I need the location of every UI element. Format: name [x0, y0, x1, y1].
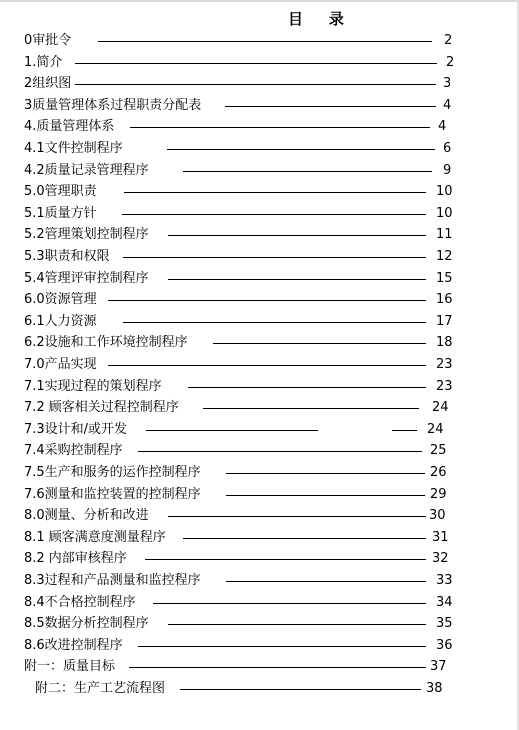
toc-leader-line [129, 667, 426, 668]
toc-entry-label: 5.2管理策划控制程序 [24, 227, 149, 243]
toc-leader-line [183, 538, 426, 539]
toc-entry-page-number: 26 [430, 465, 447, 480]
toc-entry [0, 570, 519, 592]
toc-leader-line [122, 214, 426, 215]
toc-entry-label: 7.3设计和/或开发 [24, 421, 128, 437]
toc-entry [0, 268, 519, 290]
toc-entry-label: 7.6测量和监控装置的控制程序 [24, 486, 201, 502]
toc-entry-page-number: 9 [443, 162, 452, 178]
toc-entry [0, 160, 519, 182]
toc-entry [0, 548, 519, 570]
toc-entry-page-number: 23 [436, 378, 453, 394]
toc-leader-line [108, 365, 426, 366]
toc-entry-page-number: 17 [436, 313, 453, 329]
toc-entry-page-number: 12 [436, 249, 453, 264]
toc-entry-page-number: 16 [436, 292, 453, 308]
toc-entry [0, 440, 519, 462]
toc-entry-label: 4.1文件控制程序 [24, 141, 123, 156]
toc-leader-line [203, 408, 419, 409]
toc-entry-label: 8.6改进控制程序 [24, 637, 123, 653]
toc-leader-line [167, 149, 435, 150]
toc-entry-page-number: 33 [436, 573, 453, 588]
toc-entry-label: 5.4管理评审控制程序 [24, 270, 149, 286]
toc-leader-line [153, 603, 426, 604]
toc-leader-line [146, 430, 318, 431]
toc-leader-line [188, 387, 426, 388]
toc-leader-line [392, 430, 417, 431]
toc-entry [0, 246, 519, 268]
toc-entry-label: 8.0测量、分析和改进 [24, 508, 149, 524]
toc-entry-page-number: 23 [436, 357, 453, 372]
toc-leader-line [226, 581, 426, 582]
toc-entry-label: 8.2 内部审核程序 [24, 551, 127, 567]
toc-entry [0, 224, 519, 246]
toc-entry-label: 8.1 顾客满意度测量程序 [24, 529, 166, 545]
toc-entry [0, 678, 519, 700]
toc-leader-line [168, 624, 426, 625]
toc-entry [0, 462, 519, 484]
toc-entry [0, 95, 519, 117]
toc-leader-line [213, 343, 426, 344]
toc-entry-page-number: 38 [426, 681, 443, 696]
toc-entry [0, 505, 519, 527]
toc-entry-label: 6.1人力资源 [24, 313, 97, 329]
toc-entry [0, 116, 519, 138]
toc-entry-label: 7.1实现过程的策划程序 [24, 378, 162, 394]
toc-entry-page-number: 34 [436, 594, 453, 610]
toc-entry-page-number: 2 [444, 33, 453, 48]
toc-entry-label: 7.2 顾客相关过程控制程序 [24, 400, 179, 416]
toc-entry [0, 527, 519, 549]
toc-leader-line [168, 235, 426, 236]
page-title: 目 录 [288, 10, 345, 28]
toc-entry-label: 8.4不合格控制程序 [24, 594, 136, 610]
toc-entry-page-number: 37 [430, 659, 447, 675]
toc-leader-line [75, 63, 437, 64]
toc-entry-page-number: 18 [436, 335, 453, 351]
toc-entry-page-number: 35 [436, 616, 453, 632]
toc-leader-line [123, 322, 426, 323]
toc-entry-page-number: 36 [436, 637, 453, 653]
toc-leader-line [183, 171, 432, 172]
toc-entry-page-number: 29 [430, 486, 447, 502]
toc-leader-line [124, 192, 426, 193]
toc-entry-page-number: 4 [443, 97, 452, 113]
toc-entry-page-number: 10 [436, 184, 453, 200]
page-top-border [0, 0, 519, 2]
toc-entry-label: 2组织图 [24, 76, 72, 92]
toc-entry [0, 73, 519, 95]
toc-entry [0, 30, 519, 52]
toc-entry [0, 354, 519, 376]
toc-entry-label: 7.4采购控制程序 [24, 443, 123, 459]
toc-leader-line [226, 495, 425, 496]
toc-entry-page-number: 10 [436, 205, 453, 221]
toc-entry-label: 附一：质量目标 [24, 659, 116, 675]
toc-entry [0, 592, 519, 614]
toc-entry-page-number: 15 [436, 270, 453, 286]
toc-entry-page-number: 2 [446, 54, 455, 70]
toc-leader-line [138, 451, 422, 452]
toc-entry [0, 613, 519, 635]
toc-entry-page-number: 4 [438, 119, 447, 135]
toc-entry [0, 52, 519, 74]
toc-entry [0, 484, 519, 506]
toc-entry-label: 6.0资源管理 [24, 292, 97, 308]
toc-leader-line [226, 473, 425, 474]
toc-entry [0, 635, 519, 657]
toc-entry-label: 1.简介 [24, 54, 63, 70]
toc-entry [0, 181, 519, 203]
toc-entry [0, 138, 519, 160]
toc-entry-page-number: 3 [443, 76, 452, 92]
toc-entry [0, 311, 519, 333]
toc-leader-line [98, 41, 432, 42]
toc-entry-label: 4.2质量记录管理程序 [24, 162, 149, 178]
toc-entry-page-number: 24 [427, 421, 444, 437]
toc-entry [0, 397, 519, 419]
toc-entry-label: 0审批令 [24, 33, 72, 48]
toc-entry-label: 3质量管理体系过程职责分配表 [24, 97, 202, 113]
toc-entry [0, 289, 519, 311]
toc-leader-line [138, 646, 426, 647]
toc-entry-label: 7.0产品实现 [24, 357, 97, 372]
toc-entry-page-number: 25 [430, 443, 447, 459]
toc-entry-page-number: 32 [432, 551, 449, 567]
toc-entry-page-number: 31 [432, 529, 449, 545]
toc-entry-page-number: 11 [436, 227, 453, 243]
toc-leader-line [130, 127, 430, 128]
toc-entry-page-number: 6 [443, 141, 452, 156]
toc-leader-line [145, 559, 426, 560]
toc-leader-line [225, 106, 436, 107]
toc-leader-line [168, 279, 426, 280]
toc-entry-label: 7.5生产和服务的运作控制程序 [24, 465, 201, 480]
toc-entry-label: 4.质量管理体系 [24, 119, 115, 135]
toc-entry [0, 376, 519, 398]
toc-entry-label: 6.2设施和工作环境控制程序 [24, 335, 188, 351]
toc-entry [0, 419, 519, 441]
toc-leader-line [123, 257, 426, 258]
toc-entry-label: 5.0管理职责 [24, 184, 97, 200]
toc-entry [0, 332, 519, 354]
toc-entry-label: 8.5数据分析控制程序 [24, 616, 149, 632]
toc-entry-page-number: 30 [429, 508, 446, 524]
toc-entry-page-number: 24 [432, 400, 449, 416]
toc-entry-label: 8.3过程和产品测量和监控程序 [24, 573, 201, 588]
toc-entry-label: 5.1质量方针 [24, 205, 97, 221]
toc-leader-line [108, 300, 426, 301]
toc-entry-label: 附二：生产工艺流程图 [35, 681, 166, 696]
toc-leader-line [168, 516, 426, 517]
toc-entry-label: 5.3职责和权限 [24, 249, 110, 264]
toc-leader-line [75, 84, 436, 85]
toc-leader-line [180, 689, 421, 690]
toc-entry [0, 656, 519, 678]
toc-entry [0, 203, 519, 225]
